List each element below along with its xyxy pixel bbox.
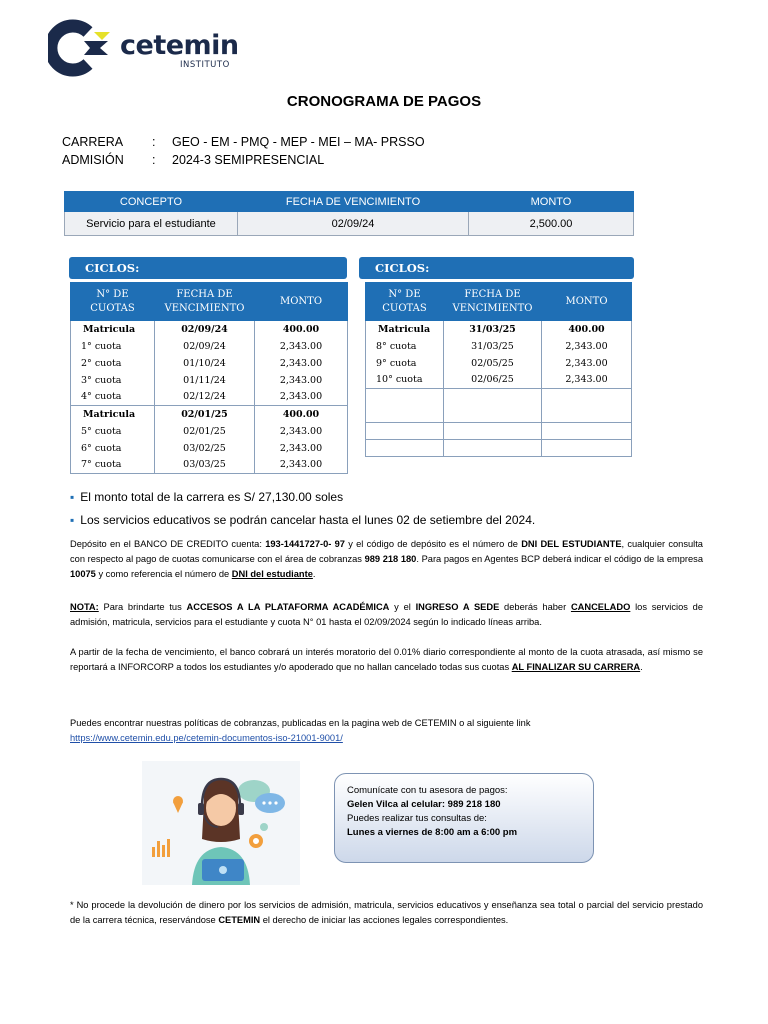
- cuotas-header: N° DE CUOTAS: [71, 283, 155, 321]
- contact-box: [334, 773, 594, 863]
- amount-cell: 2,343.00: [542, 338, 632, 355]
- refund-disclaimer: * No procede la devolución de dinero por los servicios de admisión, matricula, servicios educativos y enseñanza sea total o parcial del servicio prestado de la carrera técnica, reservándose CETEMIN el derecho de iniciar las acciones legales correspondientes.: [70, 900, 703, 925]
- table-row: [71, 440, 348, 457]
- support-agent-illustration: [142, 761, 300, 885]
- bullet-deadline: ▪ Los servicios educativos se podrán cancelar hasta el lunes 02 de setiembre del 2024.: [70, 513, 536, 527]
- contact-hours: Lunes a viernes de 8:00 am a 6:00 pm: [347, 827, 518, 838]
- page-title: CRONOGRAMA DE PAGOS: [286, 93, 482, 110]
- due-date-cell: 02/09/24: [155, 321, 255, 338]
- amount-header: MONTO: [469, 192, 634, 212]
- contact-intro: Comunícate con tu asesora de pagos:: [347, 785, 508, 796]
- table-row: [71, 389, 348, 406]
- cuota-cell: Matricula: [71, 321, 155, 338]
- empty-cell: [542, 389, 632, 423]
- table-row: [65, 212, 634, 236]
- carrera-label: CARRERA: [62, 135, 124, 149]
- amount-cell: 2,343.00: [255, 355, 348, 372]
- vencimiento-header: FECHA DE VENCIMIENTO: [444, 283, 542, 321]
- amount-cell: 2,343.00: [542, 372, 632, 389]
- amount-cell: 2,343.00: [542, 355, 632, 372]
- amount-cell: 2,500.00: [469, 212, 634, 236]
- cuota-cell: 1° cuota: [71, 338, 155, 355]
- logo-wordmark: cetemin: [120, 30, 239, 61]
- amount-cell: 400.00: [255, 321, 348, 338]
- due-date-cell: 02/06/25: [444, 372, 542, 389]
- cuota-cell: 8° cuota: [366, 338, 444, 355]
- admision-value: 2024-3 SEMIPRESENCIAL: [172, 153, 325, 167]
- cuota-cell: 7° cuota: [71, 457, 155, 474]
- colon: :: [152, 153, 156, 167]
- cycles-table-right: [365, 282, 632, 457]
- table-row: [71, 355, 348, 372]
- cuotas-header: N° DE CUOTAS: [366, 283, 444, 321]
- empty-cell: [542, 440, 632, 457]
- empty-cell: [366, 389, 444, 423]
- amount-cell: 2,343.00: [255, 440, 348, 457]
- due-date-cell: 31/03/25: [444, 338, 542, 355]
- cuota-cell: 3° cuota: [71, 372, 155, 389]
- monto-header: MONTO: [255, 283, 348, 321]
- deposit-paragraph: Depósito en el BANCO DE CREDITO cuenta: 193-1441727-0- 97 y el código de depósito es el número de DNI DEL ESTUDIANTE, cualquier consulta con respecto al pago de cuotas comunicarse con el área de cobranzas 989 218 180. Para pagos en Agentes BCP deberá indicar el código de la empresa 10075 y como referencia el número de DNI del estudiante.: [70, 539, 704, 579]
- cetemin-logo-icon: [48, 18, 112, 78]
- amount-cell: 400.00: [255, 406, 348, 423]
- monto-header: MONTO: [542, 283, 632, 321]
- due-date-cell: 02/05/25: [444, 355, 542, 372]
- vencimiento-header: FECHA DE VENCIMIENTO: [155, 283, 255, 321]
- amount-cell: 2,343.00: [255, 423, 348, 440]
- concept-table: [64, 191, 634, 236]
- empty-cell: [444, 440, 542, 457]
- cuota-cell: 10° cuota: [366, 372, 444, 389]
- policies-link[interactable]: https://www.cetemin.edu.pe/cetemin-documentos-iso-21001-9001/: [70, 733, 343, 743]
- empty-cell: [366, 423, 444, 440]
- carrera-value: GEO - EM - PMQ - MEP - MEI – MA- PRSSO: [172, 135, 425, 149]
- table-row: [366, 338, 632, 355]
- empty-cell: [542, 423, 632, 440]
- due-date-cell: 02/12/24: [155, 389, 255, 406]
- cetemin-logo: [48, 18, 248, 78]
- amount-cell: 400.00: [542, 321, 632, 338]
- due-date-cell: 02/01/25: [155, 423, 255, 440]
- concept-header: CONCEPTO: [65, 192, 238, 212]
- table-row: [366, 372, 632, 389]
- amount-cell: 2,343.00: [255, 389, 348, 406]
- cuota-cell: 5° cuota: [71, 423, 155, 440]
- cycles-table-left: [70, 282, 348, 474]
- contact-phone: Gelen Vilca al celular: 989 218 180: [347, 799, 501, 810]
- admision-row: [62, 153, 324, 167]
- due-date-cell: 03/02/25: [155, 440, 255, 457]
- interest-paragraph: A partir de la fecha de vencimiento, el banco cobrará un interés moratorio del 0.01% diario correspondiente al monto de la cuota atrasada, así mismo se reportará a INFORCORP a todos los estudiantes y/o apoderado que no hallan cancelado todas sus cuotas AL FINALIZAR SU CARRERA.: [70, 647, 703, 672]
- colon: :: [152, 135, 156, 149]
- empty-row: [366, 440, 632, 457]
- cuota-cell: Matricula: [366, 321, 444, 338]
- empty-row: [366, 423, 632, 440]
- amount-cell: 2,343.00: [255, 372, 348, 389]
- empty-cell: [444, 423, 542, 440]
- amount-cell: 2,343.00: [255, 338, 348, 355]
- nota-paragraph: NOTA: Para brindarte tus ACCESOS A LA PLATAFORMA ACADÉMICA y el INGRESO A SEDE deberás haber CANCELADO los servicios de admisión, matricula, servicios para el estudiante y cuota N° 01 hasta el 02/09/2024 según lo indicado líneas arriba.: [70, 602, 703, 627]
- cuota-cell: 9° cuota: [366, 355, 444, 372]
- due-date-cell: 31/03/25: [444, 321, 542, 338]
- cuota-cell: 6° cuota: [71, 440, 155, 457]
- table-row: [71, 457, 348, 474]
- due-date-header: FECHA DE VENCIMIENTO: [238, 192, 469, 212]
- due-date-cell: 02/01/25: [155, 406, 255, 423]
- due-date-cell: 01/11/24: [155, 372, 255, 389]
- empty-cell: [444, 389, 542, 423]
- concept-cell: Servicio para el estudiante: [65, 212, 238, 236]
- policies-paragraph: Puedes encontrar nuestras políticas de cobranzas, publicadas en la pagina web de CETEMIN o al siguiente link https://www.cetemin.edu.pe/cetemin-documentos-iso-21001-9001/: [70, 718, 531, 743]
- table-row: [71, 338, 348, 355]
- logo-subtitle: INSTITUTO: [180, 60, 230, 70]
- bullet-total: ▪ El monto total de la carrera es S/ 27,130.00 soles: [70, 490, 344, 504]
- due-date-cell: 02/09/24: [155, 338, 255, 355]
- table-row: [71, 321, 348, 338]
- due-date-cell: 01/10/24: [155, 355, 255, 372]
- cuota-cell: 2° cuota: [71, 355, 155, 372]
- table-row: [366, 321, 632, 338]
- due-date-cell: 02/09/24: [238, 212, 469, 236]
- table-row: [71, 406, 348, 423]
- cycles-title-left: CICLOS:: [69, 257, 347, 279]
- empty-cell: [366, 440, 444, 457]
- cuota-cell: 4° cuota: [71, 389, 155, 406]
- table-row: [71, 372, 348, 389]
- due-date-cell: 03/03/25: [155, 457, 255, 474]
- contact-hours-label: Puedes realizar tus consultas de:: [347, 813, 487, 824]
- cuota-cell: Matricula: [71, 406, 155, 423]
- carrera-row: [62, 135, 425, 149]
- admision-label: ADMISIÓN: [62, 153, 124, 167]
- empty-row: [366, 389, 632, 423]
- table-row: [71, 423, 348, 440]
- table-row: [366, 355, 632, 372]
- amount-cell: 2,343.00: [255, 457, 348, 474]
- cycles-title-right: CICLOS:: [359, 257, 634, 279]
